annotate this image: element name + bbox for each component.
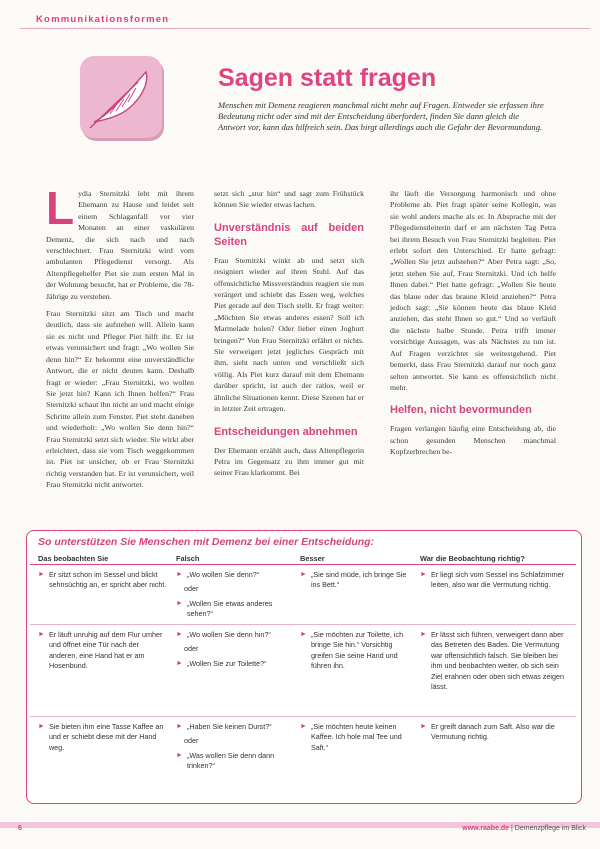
- or-label: oder: [184, 644, 199, 654]
- feather-icon-graphic: [80, 56, 162, 138]
- table-header-check: War die Beobachtung richtig?: [420, 554, 525, 563]
- table-row-2-check: ► Er lässt sich führen, verweigert dann aber das Betreten des Bades. Die Vermutung war offensichtlich falsch. Sie bleiben bei ihm und beobachten weiter, ob sich sein Ziel erahnen oder oben sich etwas zeigen lässt.: [420, 630, 564, 692]
- article-column-1: [46, 182, 194, 497]
- bullet-triangle-icon: ►: [176, 723, 183, 730]
- bullet-triangle-icon: ►: [420, 631, 427, 638]
- info-box-title: So unterstützen Sie Menschen mit Demenz bei einer Entscheidung:: [38, 536, 375, 548]
- table-header-better: Besser: [300, 554, 325, 563]
- table-row-3-observe: ► Sie bieten ihm eine Tasse Kaffee an und er schiebt diese mit der Hand weg.: [38, 722, 164, 752]
- column-2-paragraph-2: Frau Sternitzki winkt ab und setzt sich resigniert wieder auf ihren Stuhl. Auf das offensichtliche Missverständnis reagiert sie nun verärgert und schiebt das Essen weg, welches Piet gerade auf den Tisch stellt. Er fragt weiter: „Möchten Sie etwas anderes essen? Soll ich Marmelade holen? Oder lieber einen Joghurt bringen?“ Von Frau Sternitzki erfährt er nichts. Sie verweigert jetzt jegliches Gespräch mit ihm, sieht nach unten und verschließt sich völlig. Als Piet kurz darauf mit dem Ehemann darüber spricht, ist auch der ratlos, weil er ähnliche Situationen kennt. Diese Szenen hat er in letzter Zeit ertragen.: [214, 255, 364, 414]
- footer-site-link[interactable]: www.raabe.de: [462, 825, 510, 832]
- or-label: oder: [184, 736, 199, 746]
- bullet-triangle-icon: ►: [300, 571, 307, 578]
- column-2-paragraph-3: Der Ehemann erzählt auch, dass Altenpflegerin Petra im Gegensatz zu ihm immer gut mit seiner Frau klarkommt. Bei: [214, 445, 364, 478]
- footer-credit: [462, 825, 586, 832]
- bullet-triangle-icon: ►: [176, 571, 183, 578]
- subheading-unverstaendnis: Unverständnis auf beiden Seiten: [214, 221, 364, 248]
- subheading-helfen: Helfen, nicht bevormunden: [390, 404, 532, 417]
- bullet-triangle-icon: ►: [176, 599, 183, 607]
- article-column-2: [214, 188, 364, 485]
- bullet-triangle-icon: ►: [300, 631, 307, 638]
- bullet-triangle-icon: ►: [420, 571, 427, 578]
- column-1-paragraph-1: ydia Sternitzki lebt mit ihrem Ehemann zu Hause und leidet seit einem Schlaganfall vor vier Monaten an einer vaskulären Demenz, die sich nach und nach verschlechtert. Frau Sternitzki wird vom ambulanten Pflegedienst versorgt. Als Altenpflegehelfer Piet sie zum ersten Mal in der Wohnung besucht, hat er Probleme, die 78-Jährige zu verstehen.: [46, 189, 194, 301]
- column-3-paragraph-1: ihr läuft die Versorgung harmonisch und ohne Probleme ab. Piet fragt später seine Kollegin, was sie wohl anders mache als er. In Absprache mit der Pflegedienstleiterin darf er am nächsten Tag Petra bei ihrem Besuch von Frau Sternitzki begleiten. Piet erlebt sofort den Unterschied. Er hatte gefragt: „Wollen Sie jetzt aufstehen?“ Aber Petra sagt: „So, jetzt stehen Sie auf, Frau Sternitzki. Und ich helfe Ihnen dabei.“ Piet hatte gefragt: „Wollen Sie heute das blaue oder das braune Kleid anziehen?“ Petra jedoch sagt: „Sie können heute das blaue Kleid anziehen, das steht Ihnen so gut.“ Und so verläuft die nächste halbe Stunde. Petra trifft immer vorsichtige Aussagen, was als Nächstes zu tun ist. Auf Fragen verzichtet sie weitestgehend. Piet bemerkt, dass Frau Sternitzki darauf nur noch ganz selten antwortet. Sie kann es offensichtlich nicht mehr.: [390, 189, 556, 392]
- table-row-1-better: ► „Sie sind müde, ich bringe Sie ins Bett.“: [300, 570, 407, 590]
- article-title: Sagen statt fragen: [218, 64, 437, 92]
- column-3-paragraph-2: Fragen verlangen häufig eine Entscheidung ab, die schon gesunden Menschen manchmal Kopfzerbrechen be-: [390, 424, 556, 457]
- table-header-rule: [30, 564, 576, 565]
- table-row-3-check: ► Er greift danach zum Saft. Also war die Vermutung richtig.: [420, 722, 555, 742]
- page-number: 6: [18, 825, 22, 832]
- bullet-triangle-icon: ►: [38, 631, 45, 638]
- table-header-wrong: Falsch: [176, 554, 200, 563]
- table-row-2-better: ► „Sie möchten zur Toilette, ich bringe Sie hin.“ Vorsichtig greifen Sie seine Hand und führen ihn.: [300, 630, 404, 671]
- table-row-divider: [30, 716, 576, 717]
- article-lede: Menschen mit Demenz reagieren manchmal nicht mehr auf Fragen. Entweder sie erfassen ihre Bedeutung nicht oder sind mit der Entscheidung überfordert, finden Sie dann gleich die Antwort vor, kann das hilfreich sein. Das birgt allerdings auch die Gefahr der Bevormundung.: [218, 100, 544, 133]
- table-row-divider: [30, 624, 576, 625]
- bullet-triangle-icon: ►: [38, 723, 45, 730]
- drop-cap: L: [46, 182, 75, 234]
- table-row-1-wrong: ► „Wo wollen Sie denn?“ oder ► „Wollen Sie etwas anderes sehen?“: [176, 570, 294, 623]
- section-tag: Kommunikationsformen: [36, 14, 170, 25]
- table-row-2-observe: ► Er läuft unruhig auf dem Flur umher und öffnet eine Tür nach der anderen, eine Hand hat er am Hosenbund.: [38, 630, 163, 671]
- table-row-1-check: ► Er liegt sich vom Sessel ins Schlafzimmer leiten, also war die Vermutung richtig.: [420, 570, 564, 590]
- bullet-triangle-icon: ►: [176, 751, 183, 759]
- subheading-entscheidungen: Entscheidungen abnehmen: [214, 425, 358, 438]
- bullet-triangle-icon: ►: [176, 631, 183, 638]
- table-row-2-wrong: ► „Wo wollen Sie denn hin?“ oder ► „Wollen Sie zur Toilette?“: [176, 630, 294, 672]
- bullet-triangle-icon: ►: [420, 723, 427, 730]
- table-row-3-wrong: ► „Haben Sie keinen Durst?“ oder ► „Was wollen Sie denn dann trinken?“: [176, 722, 294, 775]
- column-1-paragraph-2: Frau Sternitzki sitzt am Tisch und macht deutlich, dass sie aufstehen will. Allein kann sie es nicht und Pfleger Piet hilft ihr. Er ist etwas verunsichert und fragt: „Wo wollen Sie denn hin?“ Er bekommt eine unverständliche Antwort, die er nicht deuten kann. Deshalb fragt er wieder: „Frau Sternitzki, wo wollen Sie jetzt hin? Kann ich Ihnen helfen?“ Frau Sternitzki schaut ihn nicht an und macht einige Schritte allein zum Fenster. Piet steht daneben und wiederholt: „Wo wollen Sie denn hin?“ Frau Sternitzki setzt sich wieder. Sie wirkt aber erleichtert, dass sie vom Tisch weggekommen ist. Piet ist unsicher, ob er Frau Sternitzki richtig verstanden hat. Er ist verunsichert, weil Frau Sternitzki nicht antwortet.: [46, 309, 194, 490]
- bullet-triangle-icon: ►: [176, 659, 183, 667]
- feather-icon: [80, 56, 162, 138]
- or-label: oder: [184, 584, 199, 594]
- table-row-3-better: ► „Sie möchten heute keinen Kaffee. Ich hole mal Tee und Saft.“: [300, 722, 402, 752]
- bullet-triangle-icon: ►: [300, 723, 307, 730]
- table-row-1-observe: ► Er sitzt schon im Sessel und blickt sehnsüchtig an, er spricht aber nicht.: [38, 570, 167, 590]
- column-2-paragraph-1: setzt sich „stur hin“ und sagt zum Frühstück können Sie wieder etwas lachen.: [214, 189, 364, 210]
- article-column-3: [390, 188, 556, 464]
- bullet-triangle-icon: ►: [38, 571, 45, 578]
- footer-magazine: | Demenzpflege im Blick: [511, 825, 586, 832]
- header-divider: [20, 28, 590, 29]
- table-header-observe: Das beobachten Sie: [38, 554, 109, 563]
